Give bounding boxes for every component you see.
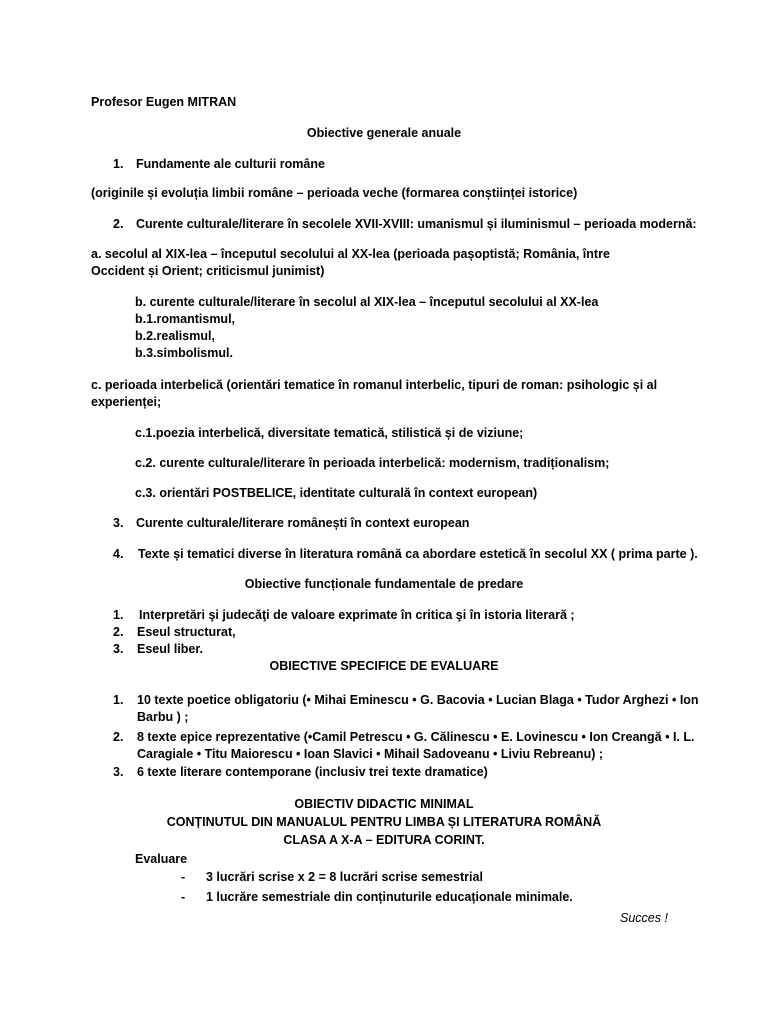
author-line: Profesor Eugen MITRAN [91, 95, 237, 109]
closing-note: Succes ! [620, 911, 668, 925]
list-text: 1 lucrăre semestriale din conținuturile educaționale minimale. [206, 890, 573, 904]
dash-marker: - [181, 890, 186, 904]
list-text: Eseul structurat, [137, 625, 236, 639]
list-number: 1. [113, 157, 124, 171]
list-text: 3 lucrări scrise x 2 = 8 lucrări scrise semestrial [206, 870, 483, 884]
sub-item-c2: c.2. curente culturale/literare în perioada interbelică: modernism, tradiționalism; [135, 456, 610, 470]
evaluation-title: Evaluare [135, 852, 188, 866]
heading-general-objectives: Obiective generale anuale [306, 126, 462, 140]
list-text: Eseul liber. [137, 642, 204, 656]
list-number: 3. [113, 765, 124, 779]
sub-item-b3: b.3.simbolismul. [135, 346, 233, 360]
list-number: 1. [113, 608, 124, 622]
sub-item-c1: c.1.poezia interbelică, diversitate tematică, stilistică și de viziune; [135, 426, 524, 440]
heading-functional-objectives: Obiective funcționale fundamentale de predare [244, 577, 524, 591]
dash-marker: - [181, 870, 186, 884]
list-text: Interpretări şi judecăţi de valoare exprimate în critica şi în istoria literară ; [139, 608, 575, 622]
paragraph-a: a. secolul al XIX-lea – începutul secolului al XX-lea (perioada pașoptistă; România, între Occident și Orient; criticismul junimist) [91, 247, 610, 278]
heading-minimal-class: CLASA A X-A – EDITURA CORINT. [283, 833, 485, 847]
list-text: 6 texte literare contemporane (inclusiv trei texte dramatice) [137, 765, 488, 779]
list-text: Curente culturale/literare în secolele XVII-XVIII: umanismul și iluminismul – perioada modernă: [136, 217, 697, 231]
paragraph-b: b. curente culturale/literare în secolul al XIX-lea – începutul secolului al XX-lea [135, 295, 599, 309]
list-number: 3. [113, 642, 124, 656]
list-number: 2. [113, 730, 124, 744]
sub-item-b2: b.2.realismul, [135, 329, 215, 343]
paragraph-c: c. perioada interbelică (orientări tematice în romanul interbelic, tipuri de roman: psihologic și al experienței; [91, 378, 658, 409]
heading-minimal-objective: OBIECTIV DIDACTIC MINIMAL [294, 797, 474, 811]
heading-specific-objectives: OBIECTIVE SPECIFICE DE EVALUARE [269, 659, 499, 673]
list-text: 10 texte poetice obligatoriu (• Mihai Eminescu • G. Bacovia • Lucian Blaga • Tudor Arghezi • Ion [137, 693, 699, 707]
list-number: 4. [113, 547, 124, 561]
list-text: 8 texte epice reprezentative (•Camil Petrescu • G. Călinescu • E. Lovinescu • Ion Creangă • I. L. [137, 730, 695, 744]
heading-minimal-content: CONȚINUTUL DIN MANUALUL PENTRU LIMBA ȘI LITERATURA ROMÂNĂ [166, 815, 602, 829]
list-text-continued: Caragiale • Titu Maiorescu • Ioan Slavici • Mihail Sadoveanu • Liviu Rebreanu) ; [137, 747, 604, 761]
list-text-continued: Barbu ) ; [137, 710, 189, 724]
list-number: 3. [113, 516, 124, 530]
sub-item-b1: b.1.romantismul, [135, 312, 236, 326]
list-text: Texte și tematici diverse în literatura română ca abordare estetică în secolul XX ( prima parte ). [138, 547, 698, 561]
list-number: 2. [113, 625, 124, 639]
list-text: Curente culturale/literare românești în context european [136, 516, 470, 530]
list-number: 2. [113, 217, 124, 231]
sub-item-c3: c.3. orientări POSTBELICE, identitate culturală în context european) [135, 486, 538, 500]
item1-note: (originile și evoluția limbii române – perioada veche (formarea conștiinței istorice) [91, 186, 578, 200]
list-text: Fundamente ale culturii române [136, 157, 325, 171]
list-number: 1. [113, 693, 124, 707]
